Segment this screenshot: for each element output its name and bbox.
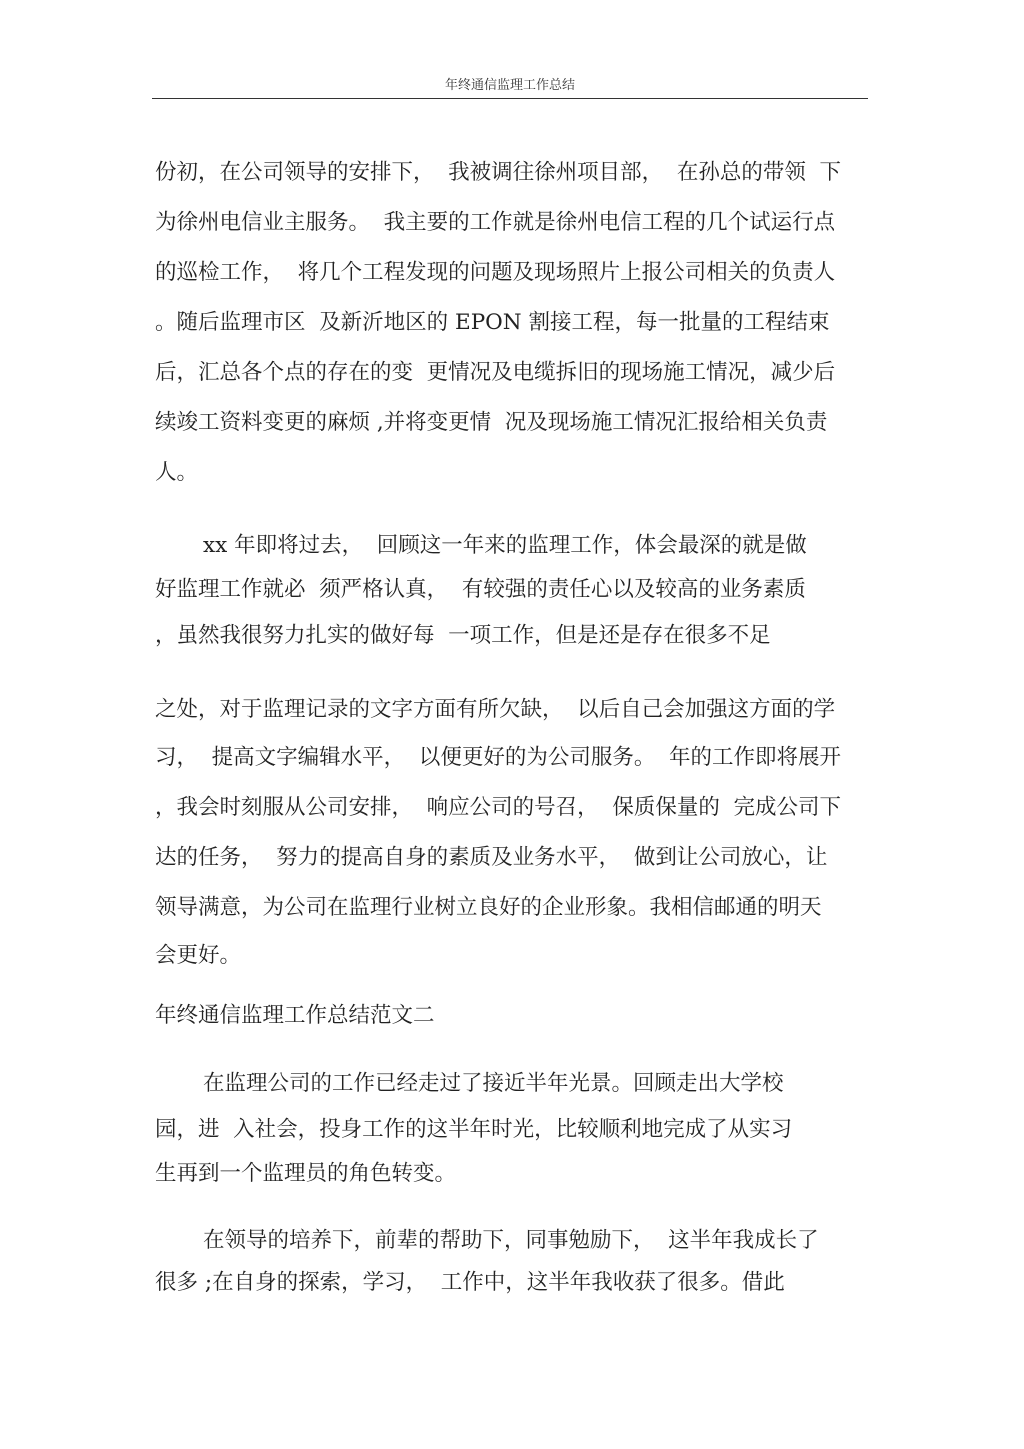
body-line: xx 年即将过去， 回顾这一年来的监理工作，体会最深的就是做 (203, 533, 807, 558)
body-line: 。随后监理市区 及新沂地区的 EPON 割接工程，每一批量的工程结束 (155, 310, 830, 335)
body-line: 之处，对于监理记录的文字方面有所欠缺， 以后自己会加强这方面的学 (155, 697, 836, 722)
running-header: 年终通信监理工作总结 (444, 78, 575, 93)
body-line: 人。 (155, 460, 199, 485)
body-line: 会更好。 (155, 943, 242, 968)
body-line: 很多 ;在自身的探索，学习， 工作中，这半年我收获了很多。借此 (155, 1270, 785, 1295)
body-line: 份初，在公司领导的安排下， 我被调往徐州项目部， 在孙总的带领 下 (155, 160, 842, 185)
body-line: 园，进 入社会，投身工作的这半年时光，比较顺利地完成了从实习 (155, 1117, 793, 1142)
body-line: 为徐州电信业主服务。 我主要的工作就是徐州电信工程的几个试运行点 (155, 210, 836, 235)
body-line: 生再到一个监理员的角色转变。 (155, 1161, 457, 1186)
body-line: 在监理公司的工作已经走过了接近半年光景。回顾走出大学校 (203, 1071, 784, 1096)
body-line: 后，汇总各个点的存在的变 更情况及电缆拆旧的现场施工情况，减少后 (155, 360, 836, 385)
body-line: ，我会时刻服从公司安排， 响应公司的号召， 保质保量的 完成公司下 (155, 795, 842, 820)
body-line: 习， 提高文字编辑水平， 以便更好的为公司服务。 年的工作即将展开 (155, 745, 842, 770)
body-line: ，虽然我很努力扎实的做好每 一项工作，但是还是存在很多不足 (155, 623, 771, 648)
body-line: 的巡检工作， 将几个工程发现的问题及现场照片上报公司相关的负责人 (155, 260, 836, 285)
body-line: 续竣工资料变更的麻烦 ,并将变更情 况及现场施工情况汇报给相关负责 (155, 410, 828, 435)
body-line: 好监理工作就必 须严格认真， 有较强的责任心以及较高的业务素质 (155, 577, 806, 602)
body-line: 达的任务， 努力的提高自身的素质及业务水平， 做到让公司放心，让 (155, 845, 828, 870)
body-line: 在领导的培养下，前辈的帮助下，同事勉励下， 这半年我成长了 (203, 1228, 819, 1253)
header-divider (152, 98, 868, 99)
section-heading: 年终通信监理工作总结范文二 (155, 1003, 435, 1028)
body-line: 领导满意，为公司在监理行业树立良好的企业形象。我相信邮通的明天 (155, 895, 822, 920)
